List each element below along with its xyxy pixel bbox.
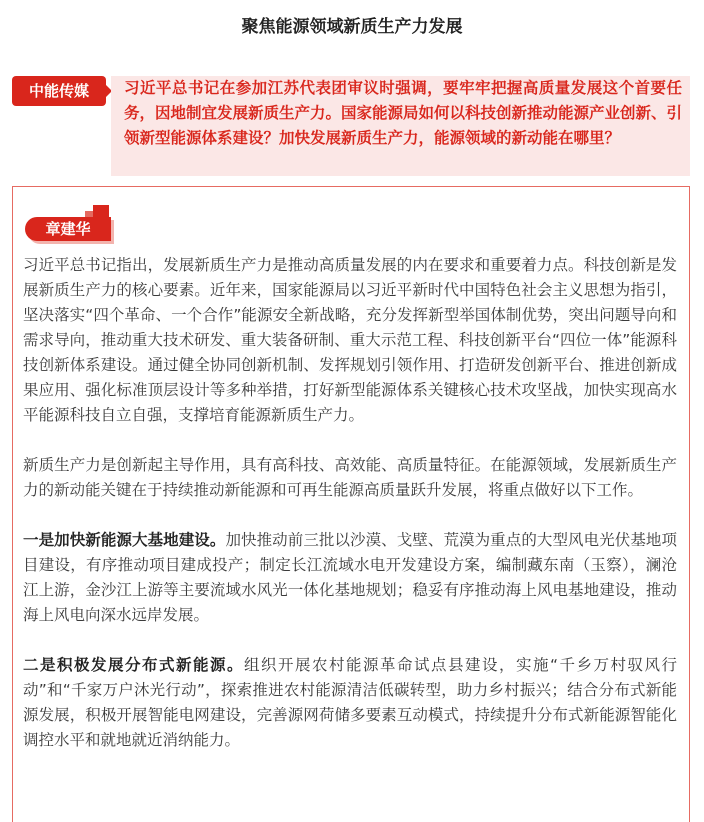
- article-text: [23, 253, 677, 778]
- page-title: 聚焦能源领域新质生产力发展: [241, 17, 463, 37]
- paragraph: [23, 528, 677, 628]
- paragraph: [23, 253, 677, 428]
- article-body: [12, 186, 690, 822]
- paragraph-text: 加快推动前三批以沙漠、戈壁、荒漠为重点的大型风电光伏基地项目建设，有序推动项目建成投产；制定长江流域水电开发建设方案，编制藏东南（玉察），澜沧江上游，金沙江上游等主要流域水风光一体化基地规划；稳妥有序推动海上风电基地建设，推动海上风电向深水远岸发展。: [23, 531, 677, 624]
- paragraph: [23, 453, 677, 503]
- intro-summary: 习近平总书记在参加江苏代表团审议时强调，要牢牢把握高质量发展这个首要任务，因地制宜发展新质生产力。国家能源局如何以科技创新推动能源产业创新、引领新型能源体系建设？加快发展新质生产力，能源领域的新动能在哪里？: [111, 76, 690, 176]
- media-badge: 中能传媒: [12, 76, 106, 106]
- paragraph: [23, 653, 677, 753]
- author-name: 章建华: [25, 217, 111, 241]
- paragraph-text: 习近平总书记指出，发展新质生产力是推动高质量发展的内在要求和重要着力点。科技创新是发展新质生产力的核心要素。近年来，国家能源局以习近平新时代中国特色社会主义思想为指引，坚决落实“四个革命、一个合作”能源安全新战略，充分发挥新型举国体制优势，突出问题导向和需求导向，推动重大技术研发、重大装备研制、重大示范工程、科技创新平台“四位一体”能源科技创新体系建设。通过健全协同创新机制、发挥规划引领作用、打造研发创新平台、推进创新成果应用、强化标准顶层设计等多种举措，打好新型能源体系关键核心技术攻坚战，加快实现高水平能源科技自立自强，支撑培育能源新质生产力。: [23, 256, 677, 424]
- paragraph-lead: 一是加快新能源大基地建设。: [23, 531, 226, 549]
- author-tag: [25, 217, 111, 241]
- paragraph-text: 组织开展农村能源革命试点县建设，实施“千乡万村驭风行动”和“千家万户沐光行动”，探索推进农村能源清洁低碳转型，助力乡村振兴；结合分布式新能源发展，积极开展智能电网建设，完善源网荷储多要素互动模式，持续提升分布式新能源智能化调控水平和就地就近消纳能力。: [23, 656, 677, 749]
- intro-section: [12, 76, 690, 176]
- paragraph-lead: 二是积极发展分布式新能源。: [23, 656, 244, 674]
- paragraph-text: 新质生产力是创新起主导作用，具有高科技、高效能、高质量特征。在能源领域，发展新质生产力的新动能关键在于持续推动新能源和可再生能源高质量跃升发展，将重点做好以下工作。: [23, 456, 677, 499]
